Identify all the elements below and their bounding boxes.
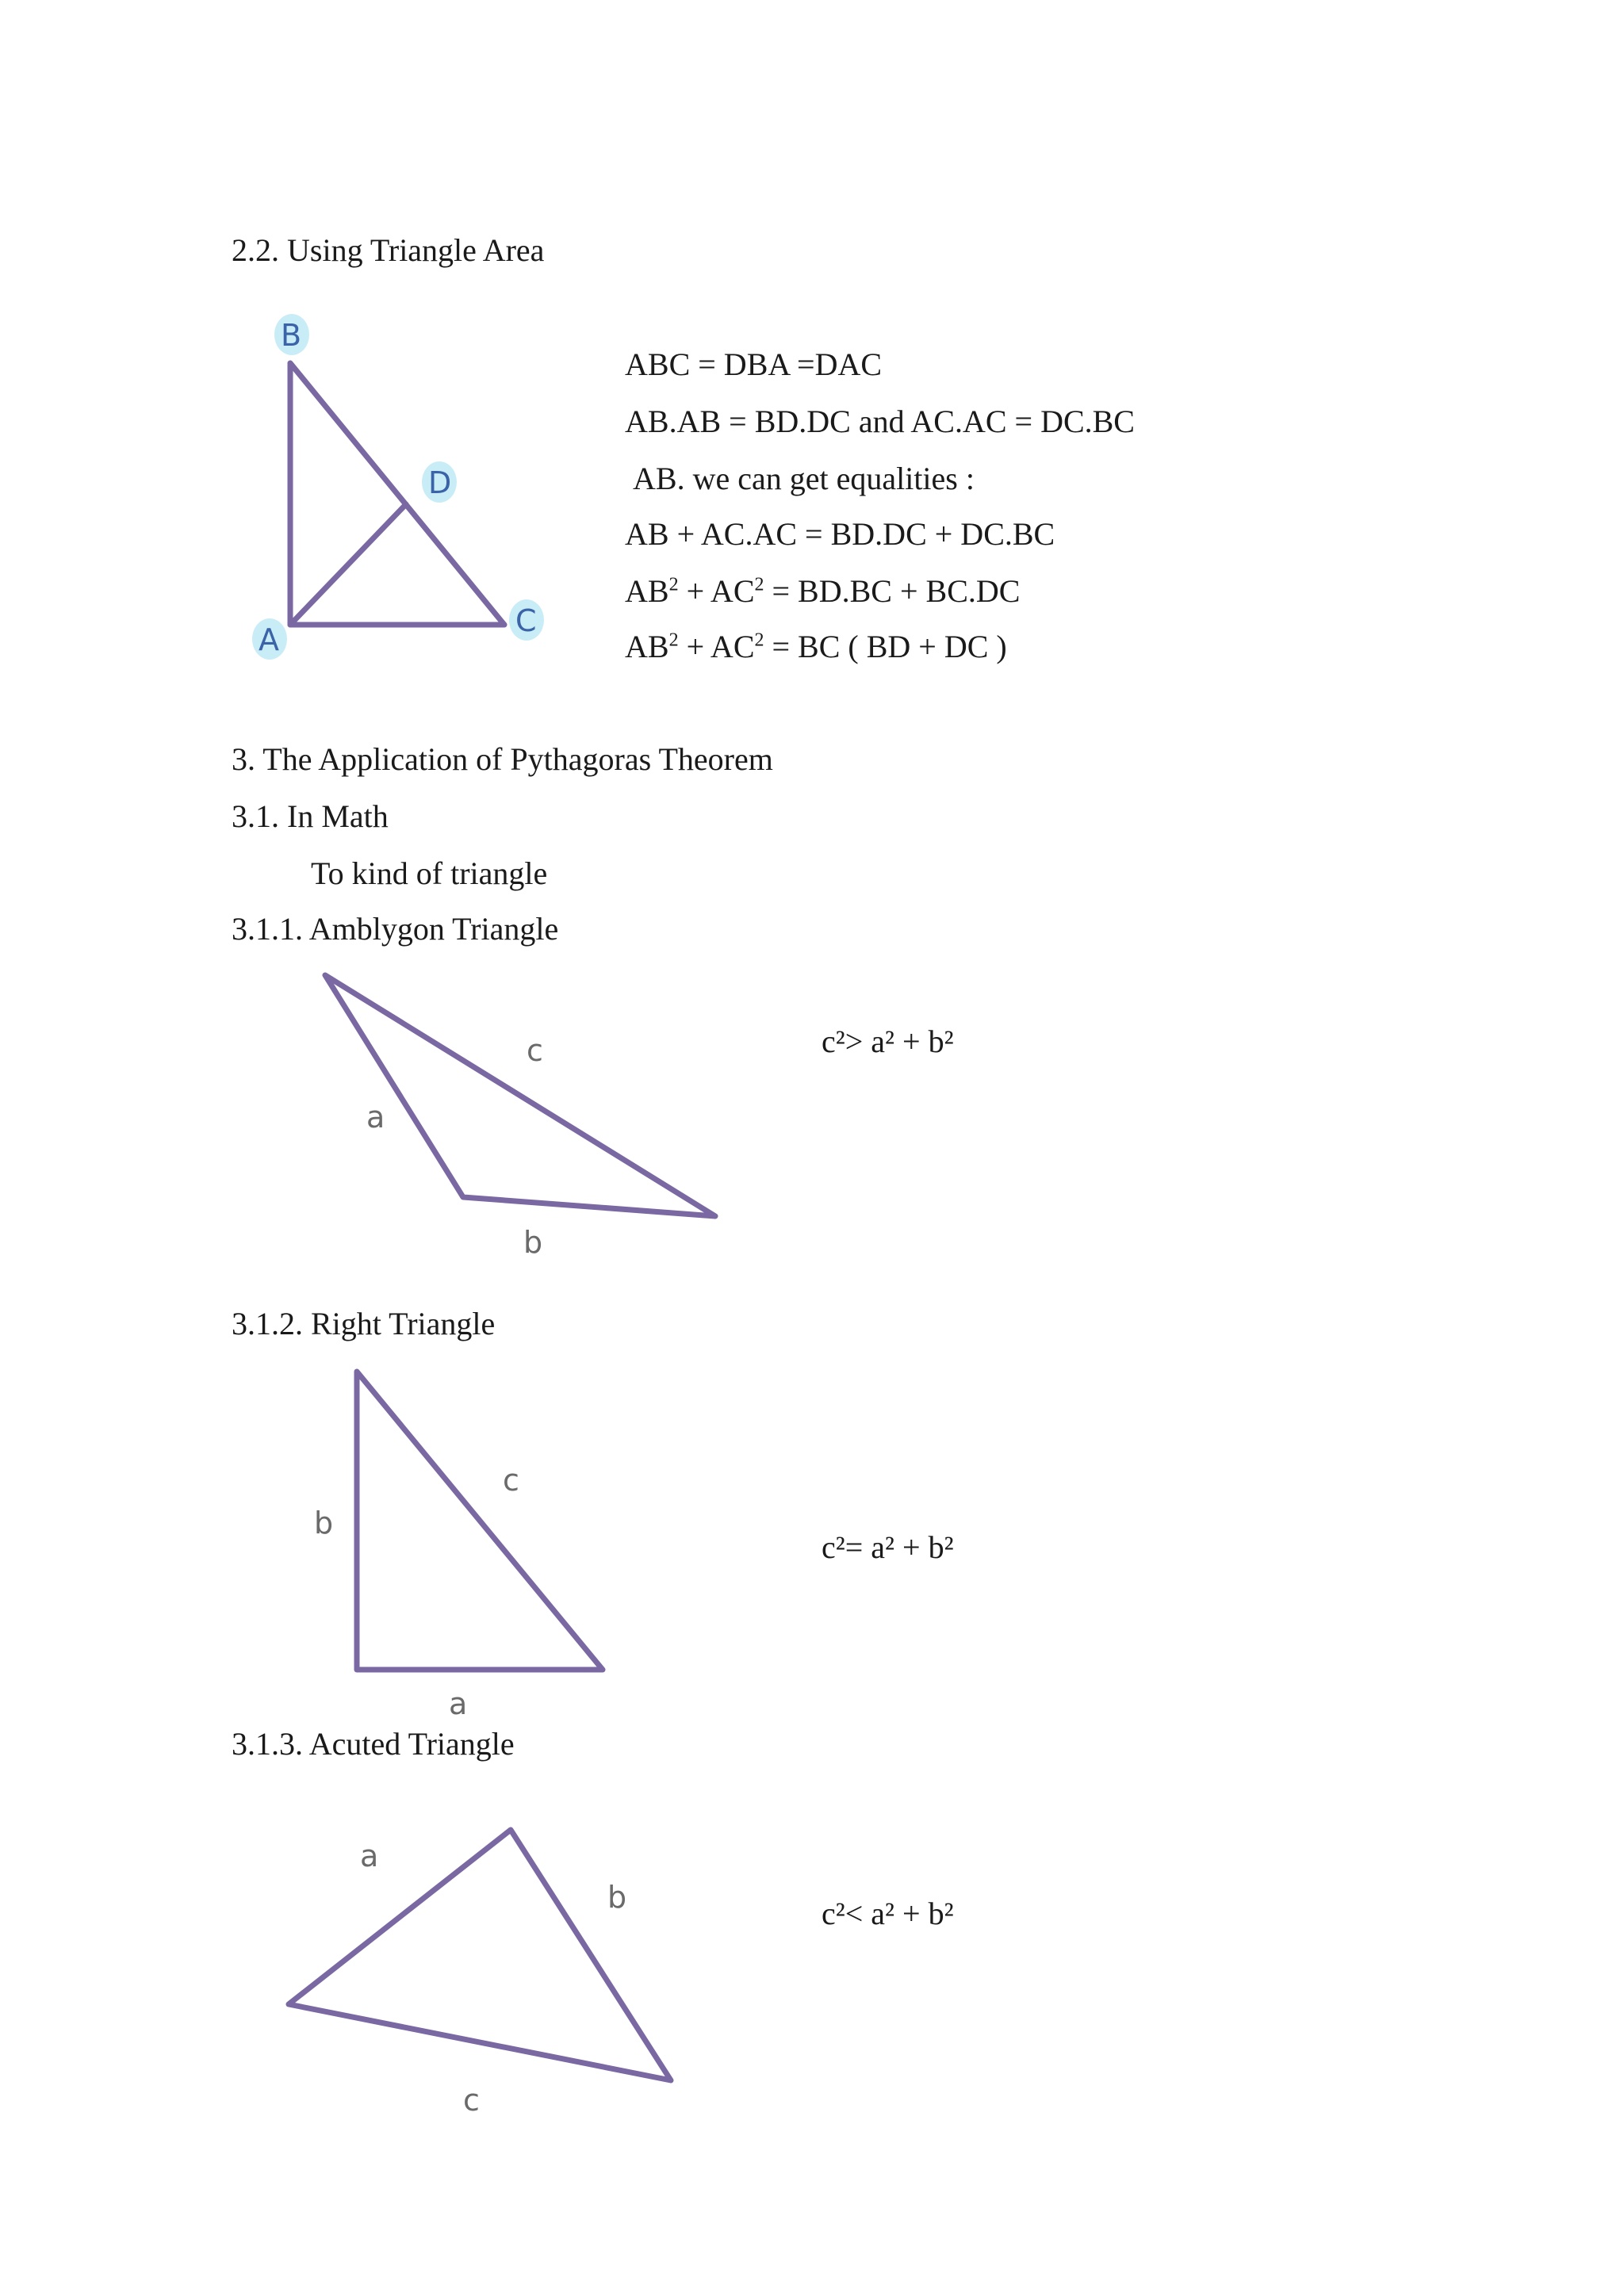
amblygon-triangle-figure — [301, 959, 745, 1261]
vertex-label-c: C — [515, 603, 537, 638]
vertex-label-d: D — [428, 465, 452, 500]
amblygon-label-c: c — [527, 1033, 543, 1068]
heading-right-triangle: 3.1.2. Right Triangle — [232, 1306, 496, 1341]
equation-line-1: ABC = DBA =DAC — [625, 346, 883, 382]
equation-line-4: AB + AC.AC = BD.DC + DC.BC — [625, 516, 1055, 552]
amblygon-label-b: b — [523, 1225, 543, 1260]
heading-amblygon-triangle: 3.1.1. Amblygon Triangle — [232, 911, 559, 947]
right-triangle-outline — [357, 1372, 603, 1670]
right-label-c: c — [503, 1463, 519, 1498]
equation-line-2: AB.AB = BD.DC and AC.AC = DC.BC — [625, 404, 1135, 439]
equation-line-3: AB. we can get equalities : — [633, 461, 975, 496]
acuted-label-c: c — [463, 2083, 480, 2118]
amblygon-label-a: a — [366, 1100, 385, 1135]
right-formula: c²= a² + b² — [822, 1529, 954, 1565]
acuted-formula: c²< a² + b² — [822, 1896, 954, 1931]
amblygon-formula: c²> a² + b² — [822, 1024, 954, 1059]
vertex-label-b: B — [281, 318, 302, 353]
right-label-b: b — [314, 1506, 334, 1540]
equation-line-5: $AB^2 + AC^2 = BD.BC + BC.DC$ — [625, 573, 1021, 609]
amblygon-triangle-outline — [325, 975, 715, 1216]
acuted-label-b: b — [607, 1880, 627, 1915]
intro-text: To kind of triangle — [311, 855, 548, 891]
acuted-triangle-outline — [289, 1830, 671, 2080]
section-heading-3: 3. The Application of Pythagoras Theorem — [232, 741, 773, 777]
section-heading-2-2: 2.2. Using Triangle Area — [232, 232, 545, 268]
triangle-area-figure — [238, 301, 571, 666]
triangle-abc-outline — [290, 363, 504, 625]
vertex-label-a: A — [259, 622, 279, 657]
altitude-ad — [290, 504, 406, 625]
acuted-triangle-figure — [270, 1808, 714, 2117]
right-label-a: a — [449, 1686, 468, 1721]
heading-acuted-triangle: 3.1.3. Acuted Triangle — [232, 1726, 515, 1762]
section-heading-3-1: 3.1. In Math — [232, 798, 389, 834]
acuted-label-a: a — [360, 1839, 379, 1873]
equation-line-6: $AB^2 + AC^2$ = BC ( BD + DC ) — [625, 629, 1007, 664]
right-triangle-figure — [301, 1356, 634, 1720]
